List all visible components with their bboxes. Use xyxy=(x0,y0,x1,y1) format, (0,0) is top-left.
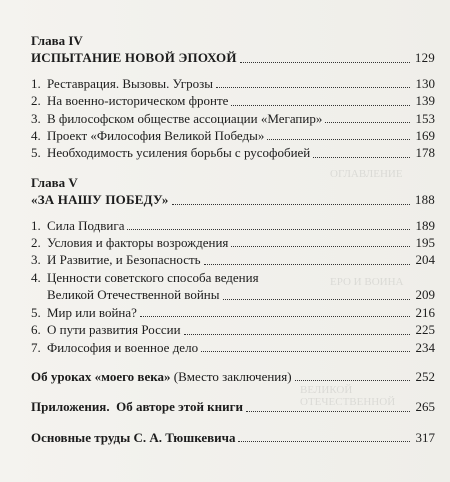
toc-item[interactable] xyxy=(31,92,435,109)
leader-dots xyxy=(231,246,410,247)
page-number: 169 xyxy=(415,128,435,144)
backmatter-title: Приложения. Об авторе этой книги xyxy=(31,399,244,415)
page-number: 317 xyxy=(415,429,435,445)
page-number: 129 xyxy=(414,50,435,66)
backmatter-item[interactable] xyxy=(31,429,435,446)
backmatter-subtitle: (Вместо заключения) xyxy=(170,368,292,384)
leader-dots xyxy=(201,351,410,352)
page-number: 178 xyxy=(415,145,435,161)
page-number: 195 xyxy=(415,235,435,251)
backmatter-item[interactable] xyxy=(31,368,435,385)
leader-dots xyxy=(127,229,410,230)
toc-item[interactable] xyxy=(31,304,435,321)
item-number: 4. xyxy=(31,128,41,144)
page-number: 234 xyxy=(415,339,435,355)
item-number: 3. xyxy=(31,110,41,126)
leader-dots xyxy=(313,157,410,158)
toc-item[interactable] xyxy=(31,339,435,356)
page-number: 252 xyxy=(415,368,435,384)
item-number: 2. xyxy=(31,93,41,109)
toc-item[interactable] xyxy=(31,251,435,268)
bleed-through-text: ОГЛАВЛЕНИЕ xyxy=(330,168,403,180)
toc-item[interactable] xyxy=(31,217,435,234)
toc-item[interactable] xyxy=(31,234,435,251)
leader-dots xyxy=(295,380,410,381)
chapter-title-row[interactable] xyxy=(31,49,435,66)
item-number: 1. xyxy=(31,75,41,91)
leader-dots xyxy=(216,87,410,88)
page-number: 225 xyxy=(415,322,435,338)
page-number: 153 xyxy=(415,110,435,126)
item-number: 1. xyxy=(31,217,41,233)
leader-dots xyxy=(231,105,410,106)
table-of-contents xyxy=(31,26,435,446)
backmatter-item[interactable] xyxy=(31,398,435,415)
leader-dots xyxy=(184,334,410,335)
item-title: И Развитие, и Безопасность xyxy=(47,252,201,268)
chapter-title: «ЗА НАШУ ПОБЕДУ» xyxy=(31,192,169,208)
item-title: Проект «Философия Великой Победы» xyxy=(47,128,265,144)
leader-dots xyxy=(238,441,410,442)
toc-item[interactable] xyxy=(31,127,435,144)
leader-dots xyxy=(246,411,410,412)
item-number: 7. xyxy=(31,339,41,355)
page-number: 139 xyxy=(415,93,435,109)
leader-dots xyxy=(223,299,411,300)
backmatter-title: Об уроках «моего века» xyxy=(31,368,171,384)
page-number: 204 xyxy=(415,252,435,268)
page-number: 189 xyxy=(415,217,435,233)
page-number: 130 xyxy=(415,75,435,91)
item-title: В философском обществе ассоциации «Мегапир» xyxy=(47,110,323,126)
chapter-title-row[interactable] xyxy=(31,191,435,208)
leader-dots xyxy=(172,204,410,205)
item-number: 3. xyxy=(31,252,41,268)
chapter-title: ИСПЫТАНИЕ НОВОЙ ЭПОХОЙ xyxy=(31,50,237,66)
item-title: Необходимость усиления борьбы с русофобией xyxy=(47,145,311,161)
item-number: 6. xyxy=(31,322,41,338)
item-number: 4. xyxy=(31,269,41,285)
item-title: На военно-историческом фронте xyxy=(47,93,229,109)
bleed-through-text: ВЕЛИКОЙ ОТЕЧЕСТВЕННОЙ xyxy=(300,384,396,408)
page-number: 265 xyxy=(415,399,435,415)
leader-dots xyxy=(267,139,410,140)
item-title: Сила Подвига xyxy=(47,217,125,233)
item-title: О пути развития России xyxy=(47,322,181,338)
item-title: Реставрация. Вызовы. Угрозы xyxy=(47,75,213,91)
chapter-heading: Глава IV xyxy=(31,33,83,48)
bleed-through-text: ЕРО И ВОИНА xyxy=(330,276,404,288)
leader-dots xyxy=(140,316,410,317)
toc-item[interactable] xyxy=(31,144,435,161)
leader-dots xyxy=(240,62,410,63)
page-number: 216 xyxy=(415,304,435,320)
item-title: Философия и военное дело xyxy=(47,339,199,355)
backmatter-title: Основные труды С. А. Тюшкевича xyxy=(31,429,236,445)
toc-item[interactable] xyxy=(31,269,435,304)
chapter-heading: Глава V xyxy=(31,174,78,190)
page-number: 209 xyxy=(415,287,435,303)
item-title: Условия и факторы возрождения xyxy=(47,235,229,251)
page-number: 188 xyxy=(414,192,435,208)
item-number: 5. xyxy=(31,145,41,161)
item-title: Мир или война? xyxy=(47,304,137,320)
toc-item[interactable] xyxy=(31,321,435,338)
item-title: Ценности советского способа ведения xyxy=(47,269,259,285)
leader-dots xyxy=(204,264,410,265)
toc-item[interactable] xyxy=(31,75,435,92)
leader-dots xyxy=(325,122,410,123)
item-number: 2. xyxy=(31,235,41,251)
toc-item[interactable] xyxy=(31,110,435,127)
item-number: 5. xyxy=(31,304,41,320)
item-title-continued: Великой Отечественной войны xyxy=(47,287,220,303)
